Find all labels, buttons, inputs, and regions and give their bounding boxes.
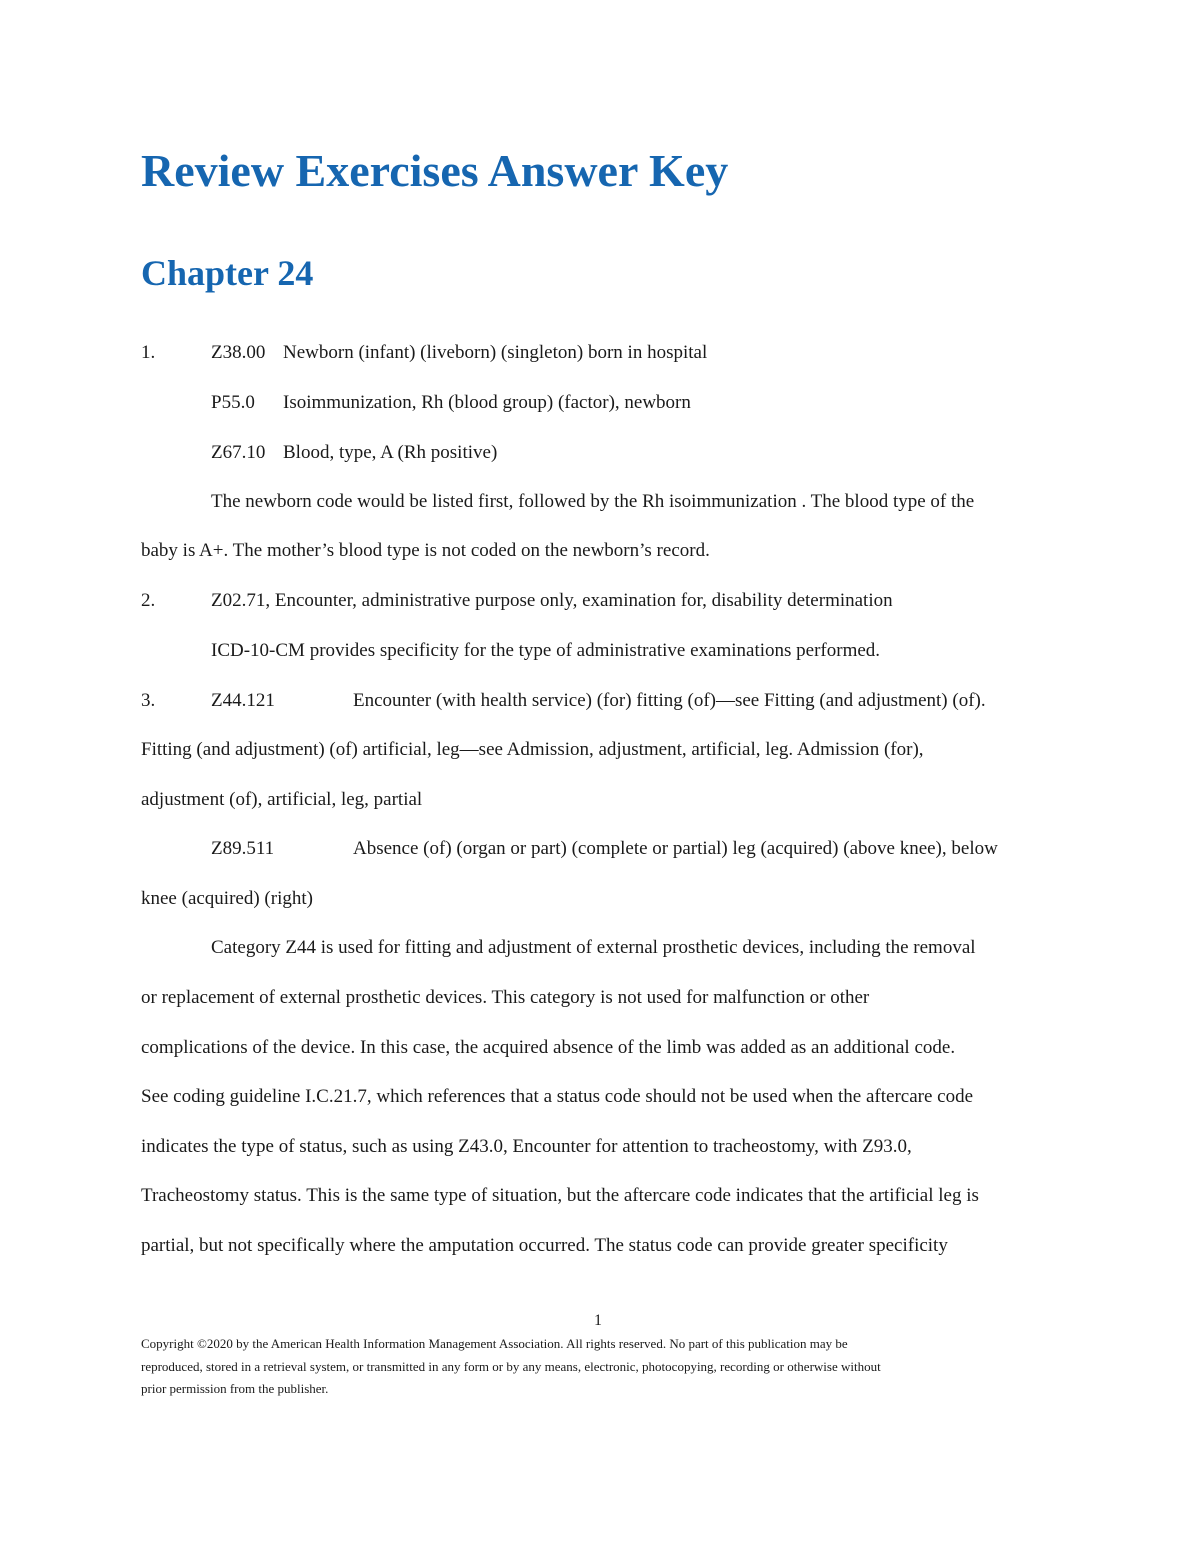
q1-code-2: P55.0 [211,392,255,413]
q3-desc-2-line-2: knee (acquired) (right) [141,888,313,909]
q3-explanation-line: partial, but not specifically where the amputation occurred. The status code can provide greater specificity [141,1235,948,1256]
q3-explanation-line: Category Z44 is used for fitting and adjustment of external prosthetic devices, including the removal [211,937,976,958]
q3-explanation-line: complications of the device. In this case, the acquired absence of the limb was added as an additional code. [141,1037,956,1058]
q3-explanation-line: or replacement of external prosthetic devices. This category is not used for malfunction or other [141,987,870,1008]
q2-line-1: Z02.71, Encounter, administrative purpose only, examination for, disability determination [211,590,893,611]
document-title: Review Exercises Answer Key [141,145,729,196]
q3-explanation-line: Tracheostomy status. This is the same type of situation, but the aftercare code indicates that the artificial leg is [141,1185,979,1206]
page-number: 1 [594,1312,602,1329]
q3-desc-1-line-3: adjustment (of), artificial, leg, partial [141,789,423,810]
q3-desc-2-line-1: Absence (of) (organ or part) (complete or partial) leg (acquired) (above knee), below [353,838,998,859]
q2-line-2: ICD-10-CM provides specificity for the type of administrative examinations performed. [211,640,881,661]
question-2-number: 2. [141,590,156,611]
copyright-line: Copyright ©2020 by the American Health Information Management Association. All rights reserved. No part of this publication may be [141,1336,848,1351]
q3-desc-1-line-2: Fitting (and adjustment) (of) artificial, leg—see Admission, adjustment, artificial, leg. Admission (for), [141,739,924,760]
q1-desc-3: Blood, type, A (Rh positive) [283,442,498,463]
copyright-line: prior permission from the publisher. [141,1381,329,1396]
q1-desc-2: Isoimmunization, Rh (blood group) (factor), newborn [283,392,691,413]
q1-explanation-line-2: baby is A+. The mother’s blood type is not coded on the newborn’s record. [141,540,710,561]
copyright-line: reproduced, stored in a retrieval system, or transmitted in any form or by any means, electronic, photocopying, recording or otherwise without [141,1358,881,1374]
q3-explanation-line: indicates the type of status, such as using Z43.0, Encounter for attention to tracheostomy, with Z93.0, [141,1136,912,1157]
q1-desc-1: Newborn (infant) (liveborn) (singleton) born in hospital [283,342,708,363]
q3-code-1: Z44.121 [211,690,275,711]
q3-explanation-line: See coding guideline I.C.21.7, which references that a status code should not be used when the aftercare code [141,1086,974,1107]
q1-explanation-line-1: The newborn code would be listed first, followed by the Rh isoimmunization . The blood type of the [211,491,975,512]
chapter-heading: Chapter 24 [141,253,314,293]
q3-desc-1-line-1: Encounter (with health service) (for) fitting (of)—see Fitting (and adjustment) (of). [353,690,986,711]
q1-code-3: Z67.10 [211,442,266,463]
question-3-number: 3. [141,690,156,711]
q3-code-2: Z89.511 [211,838,275,859]
copyright-notice [141,1333,1061,1401]
q1-code-1: Z38.00 [211,342,266,363]
question-1-number: 1. [141,342,156,363]
